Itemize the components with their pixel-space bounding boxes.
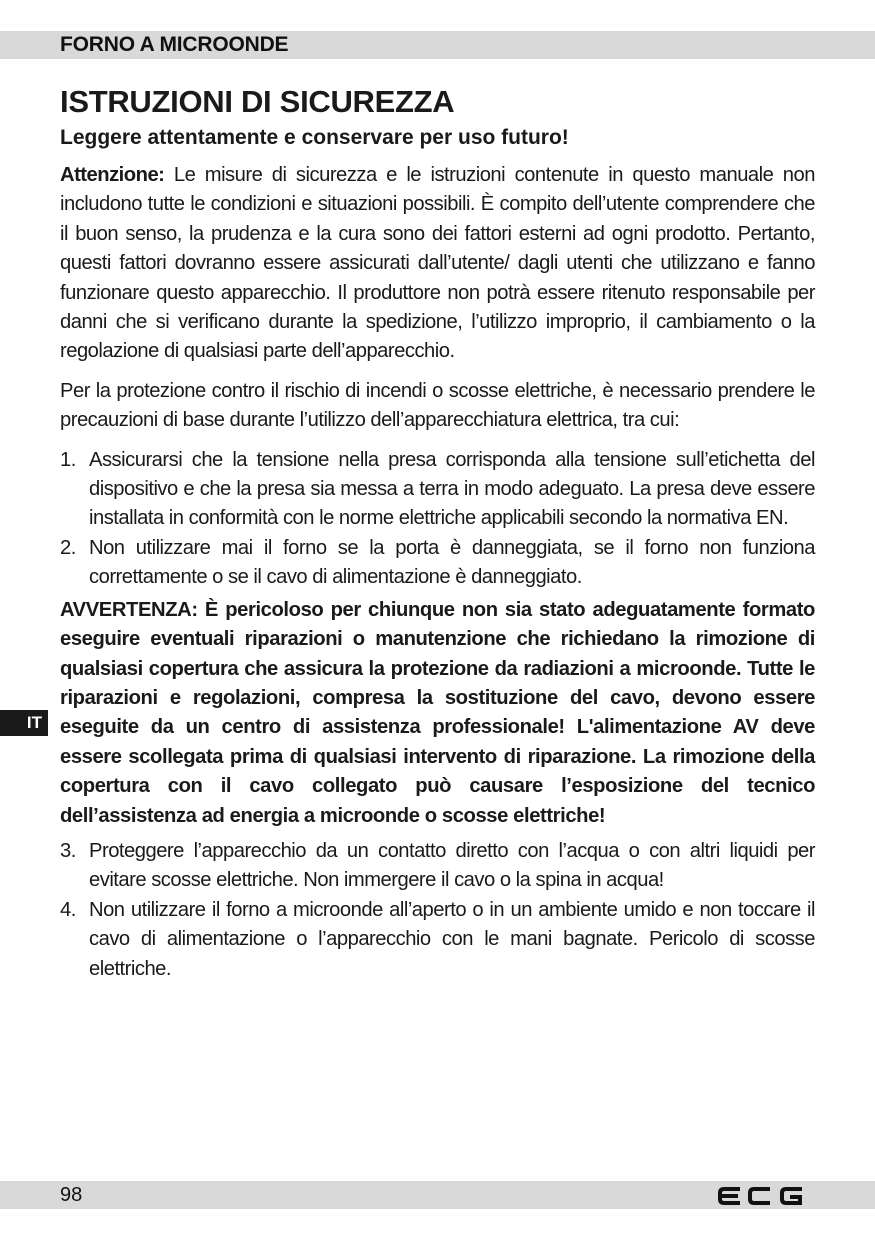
- list-item: [60, 896, 815, 984]
- list-item-text: Assicurarsi che la tensione nella presa corrisponda alla tensione sull’etichetta del dispositivo e che la presa sia messa a terra in modo adeguato. La presa deve essere installata in conformità con le norme elettriche applicabili secondo la normativa EN.: [89, 448, 815, 530]
- list-item: [60, 837, 815, 896]
- list-item: [60, 446, 815, 534]
- intro-paragraph: [60, 161, 815, 367]
- list-item-text: Non utilizzare mai il forno se la porta è danneggiata, se il forno non funziona correttamente o se il cavo di alimentazione è danneggiato.: [89, 536, 815, 589]
- page-subtitle: Leggere attentamente e conservare per uso futuro!: [60, 126, 569, 149]
- section-title: FORNO A MICROONDE: [60, 33, 289, 56]
- list-item-text: Proteggere l’apparecchio da un contatto diretto con l’acqua o con altri liquidi per evitare scosse elettriche. Non immergere il cavo o la spina in acqua!: [89, 839, 815, 892]
- safety-list-a: [60, 446, 815, 593]
- ecg-logo-icon: [716, 1185, 804, 1207]
- list-item-number: 1.: [60, 448, 76, 471]
- page-number: 98: [60, 1184, 83, 1206]
- list-item-number: 3.: [60, 839, 76, 862]
- safety-list-b: [60, 837, 815, 984]
- intro-label: Attenzione:: [60, 164, 165, 186]
- list-item: [60, 534, 815, 593]
- page-title: ISTRUZIONI DI SICUREZZA: [60, 84, 455, 119]
- protection-paragraph: Per la protezione contro il rischio di incendi o scosse elettriche, è necessario prendere le precauzioni di base durante l’utilizzo dell’apparecchiatura elettrica, tra cui:: [60, 379, 815, 432]
- intro-text: Le misure di sicurezza e le istruzioni contenute in questo manuale non includono tutte le condizioni e situazioni possibili. È compito dell’utente comprendere che il buon senso, la prudenza e la cura sono dei fattori esterni ad ogni prodotto. Pertanto, questi fattori dovranno essere assicurati dall’utente/ dagli utenti che utilizzano e fanno funzionare questo apparecchio. Il produttore non potrà essere ritenuto responsabile per danni che si verificano durante la spedizione, l’utilizzo improprio, il cambiamento o la regolazione di qualsiasi parte dell’apparecchio.: [60, 164, 815, 363]
- warning-paragraph: AVVERTENZA: È pericoloso per chiunque non sia stato adeguatamente formato eseguire eventuali riparazioni o manutenzione che richiedano la rimozione di qualsiasi copertura che assicura la protezione da radiazioni a microonde. Tutte le riparazioni e regolazioni, compresa la sostituzione del cavo, devono essere eseguite da un centro di assistenza professionale! L'alimentazione AV deve essere scollegata prima di qualsiasi intervento di riparazione. La rimozione della copertura con il cavo collegato può causare l’esposizione del tecnico dell’assistenza ad energia a microonde o scosse elettriche!: [60, 598, 815, 827]
- list-item-number: 2.: [60, 536, 76, 559]
- list-item-text: Non utilizzare il forno a microonde all’aperto o in un ambiente umido e non toccare il cavo di alimentazione o l’apparecchio con le mani bagnate. Pericolo di scosse elettriche.: [89, 898, 815, 980]
- page-content: [60, 84, 815, 987]
- language-tab: IT: [0, 710, 48, 736]
- list-item-number: 4.: [60, 898, 76, 921]
